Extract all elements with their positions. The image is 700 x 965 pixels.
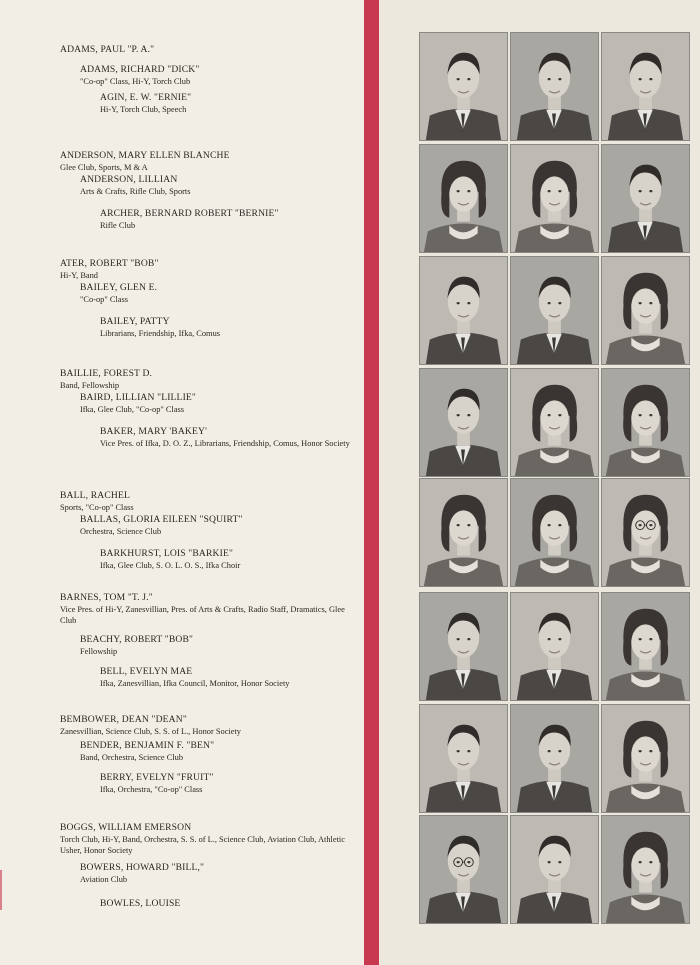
student-name: BAILEY, PATTY xyxy=(100,316,170,327)
portrait-image xyxy=(511,257,598,364)
student-name: BERRY, EVELYN "FRUIT" xyxy=(100,772,214,783)
student-activities: Orchestra, Science Club xyxy=(80,526,162,536)
student-activities: Aviation Club xyxy=(80,874,128,884)
student-name: BAKER, MARY 'BAKEY' xyxy=(100,426,207,437)
student-entry xyxy=(100,208,360,231)
student-portrait xyxy=(510,144,599,253)
portrait-image xyxy=(602,33,689,140)
portrait-image xyxy=(511,816,598,923)
student-name: BALL, RACHEL xyxy=(60,490,131,501)
student-activities: Band, Orchestra, Science Club xyxy=(80,752,184,762)
student-entry xyxy=(60,592,360,627)
student-entry xyxy=(60,490,360,513)
student-name: BARNES, TOM "T. J." xyxy=(60,592,153,603)
portrait-image xyxy=(420,479,507,586)
student-name: AGIN, E. W. "ERNIE" xyxy=(100,92,192,103)
student-name: BAIRD, LILLIAN "LILLIE" xyxy=(80,392,196,403)
student-portrait xyxy=(510,704,599,813)
student-entry xyxy=(60,822,360,857)
student-name: BOWERS, HOWARD "BILL," xyxy=(80,862,205,873)
portrait-image xyxy=(602,593,689,700)
portrait-image xyxy=(511,33,598,140)
student-portrait xyxy=(510,592,599,701)
student-activities: Librarians, Friendship, Ifka, Comus xyxy=(100,328,221,338)
portrait-image xyxy=(511,705,598,812)
student-name: BEMBOWER, DEAN "DEAN" xyxy=(60,714,187,725)
student-name: BAILEY, GLEN E. xyxy=(80,282,158,293)
student-entry xyxy=(80,282,360,305)
student-portrait xyxy=(419,144,508,253)
student-activities: "Co-op" Class, Hi-Y, Torch Club xyxy=(80,76,191,86)
student-entry xyxy=(80,740,360,763)
student-portrait xyxy=(419,704,508,813)
student-entry xyxy=(100,92,360,115)
student-entry xyxy=(100,772,360,795)
student-activities: Ifka, Zanesvillian, Ifka Council, Monitor, Honor Society xyxy=(100,678,290,688)
portrait-image xyxy=(602,816,689,923)
student-entry xyxy=(80,514,360,537)
student-portrait xyxy=(601,368,690,477)
student-name: BOGGS, WILLIAM EMERSON xyxy=(60,822,192,833)
student-entry xyxy=(60,44,360,56)
student-activities: Ifka, Glee Club, S. O. L. O. S., Ifka Choir xyxy=(100,560,241,570)
student-activities: Glee Club, Sports, M & A xyxy=(60,162,148,172)
student-portrait xyxy=(419,32,508,141)
student-activities: Vice Pres. of Hi-Y, Zanesvillian, Pres. of Arts & Crafts, Radio Staff, Dramatics, Glee Club xyxy=(60,604,345,626)
student-name: BOWLES, LOUISE xyxy=(100,898,181,909)
student-portrait xyxy=(510,256,599,365)
student-activities: "Co-op" Class xyxy=(80,294,129,304)
student-name: ADAMS, RICHARD "DICK" xyxy=(80,64,200,75)
page-spine xyxy=(364,0,379,965)
student-activities: Hi-Y, Torch Club, Speech xyxy=(100,104,187,114)
student-activities: Band, Fellowship xyxy=(60,380,120,390)
student-entry xyxy=(100,666,360,689)
student-activities: Sports, "Co-op" Class xyxy=(60,502,134,512)
student-portrait xyxy=(419,592,508,701)
student-activities: Rifle Club xyxy=(100,220,136,230)
portrait-image xyxy=(602,705,689,812)
student-activities: Fellowship xyxy=(80,646,118,656)
portrait-image xyxy=(420,145,507,252)
student-name: ADAMS, PAUL "P. A." xyxy=(60,44,155,55)
student-portrait xyxy=(419,815,508,924)
student-portrait xyxy=(601,592,690,701)
student-activities: Zanesvillian, Science Club, S. S. of L., Honor Society xyxy=(60,726,241,736)
photo-grid xyxy=(379,0,700,965)
student-portrait xyxy=(601,32,690,141)
student-name: ATER, ROBERT "BOB" xyxy=(60,258,159,269)
student-portrait xyxy=(510,368,599,477)
student-name: BELL, EVELYN MAE xyxy=(100,666,193,677)
student-portrait xyxy=(510,32,599,141)
portrait-image xyxy=(420,705,507,812)
student-activities: Ifka, Glee Club, "Co-op" Class xyxy=(80,404,185,414)
student-entry xyxy=(60,150,360,173)
student-portrait xyxy=(419,256,508,365)
student-portrait xyxy=(419,368,508,477)
student-portrait xyxy=(419,478,508,587)
student-entry xyxy=(80,634,360,657)
student-portrait xyxy=(601,144,690,253)
student-entry xyxy=(100,316,360,339)
student-entry xyxy=(100,898,360,910)
student-portrait xyxy=(601,815,690,924)
student-activities: Hi-Y, Band xyxy=(60,270,98,280)
student-entry xyxy=(60,714,360,737)
portrait-image xyxy=(602,479,689,586)
student-name: ARCHER, BERNARD ROBERT "BERNIE" xyxy=(100,208,279,219)
portrait-image xyxy=(511,369,598,476)
student-name: BENDER, BENJAMIN F. "BEN" xyxy=(80,740,215,751)
portrait-image xyxy=(511,593,598,700)
student-name: BEACHY, ROBERT "BOB" xyxy=(80,634,194,645)
portrait-image xyxy=(602,257,689,364)
student-activities: Vice Pres. of Ifka, D. O. Z., Librarians, Friendship, Comus, Honor Society xyxy=(100,438,350,448)
student-name: BALLAS, GLORIA EILEEN "SQUIRT" xyxy=(80,514,243,525)
student-name: ANDERSON, MARY ELLEN BLANCHE xyxy=(60,150,230,161)
student-entry xyxy=(80,174,360,197)
portrait-image xyxy=(511,145,598,252)
student-name: BAILLIE, FOREST D. xyxy=(60,368,153,379)
student-entry xyxy=(60,368,360,391)
student-entry xyxy=(100,426,360,449)
student-portrait xyxy=(601,704,690,813)
portrait-image xyxy=(511,479,598,586)
portrait-image xyxy=(420,816,507,923)
student-activities: Ifka, Orchestra, "Co-op" Class xyxy=(100,784,203,794)
student-entry xyxy=(100,548,360,571)
portrait-image xyxy=(602,145,689,252)
student-activities: Arts & Crafts, Rifle Club, Sports xyxy=(80,186,191,196)
student-portrait xyxy=(510,815,599,924)
student-entry xyxy=(60,258,360,281)
student-activities: Torch Club, Hi-Y, Band, Orchestra, S. S. of L., Science Club, Aviation Club, Athletic Usher, Honor Society xyxy=(60,834,345,856)
portrait-image xyxy=(420,593,507,700)
portrait-image xyxy=(602,369,689,476)
student-name: BARKHURST, LOIS "BARKIE" xyxy=(100,548,234,559)
student-portrait xyxy=(601,478,690,587)
student-portrait xyxy=(510,478,599,587)
portrait-image xyxy=(420,257,507,364)
student-entry xyxy=(80,392,360,415)
portrait-image xyxy=(420,369,507,476)
student-portrait xyxy=(601,256,690,365)
student-name: ANDERSON, LILLIAN xyxy=(80,174,178,185)
portrait-image xyxy=(420,33,507,140)
student-entry xyxy=(80,64,360,87)
page-edge-mark xyxy=(0,870,2,910)
student-entry xyxy=(80,862,360,885)
